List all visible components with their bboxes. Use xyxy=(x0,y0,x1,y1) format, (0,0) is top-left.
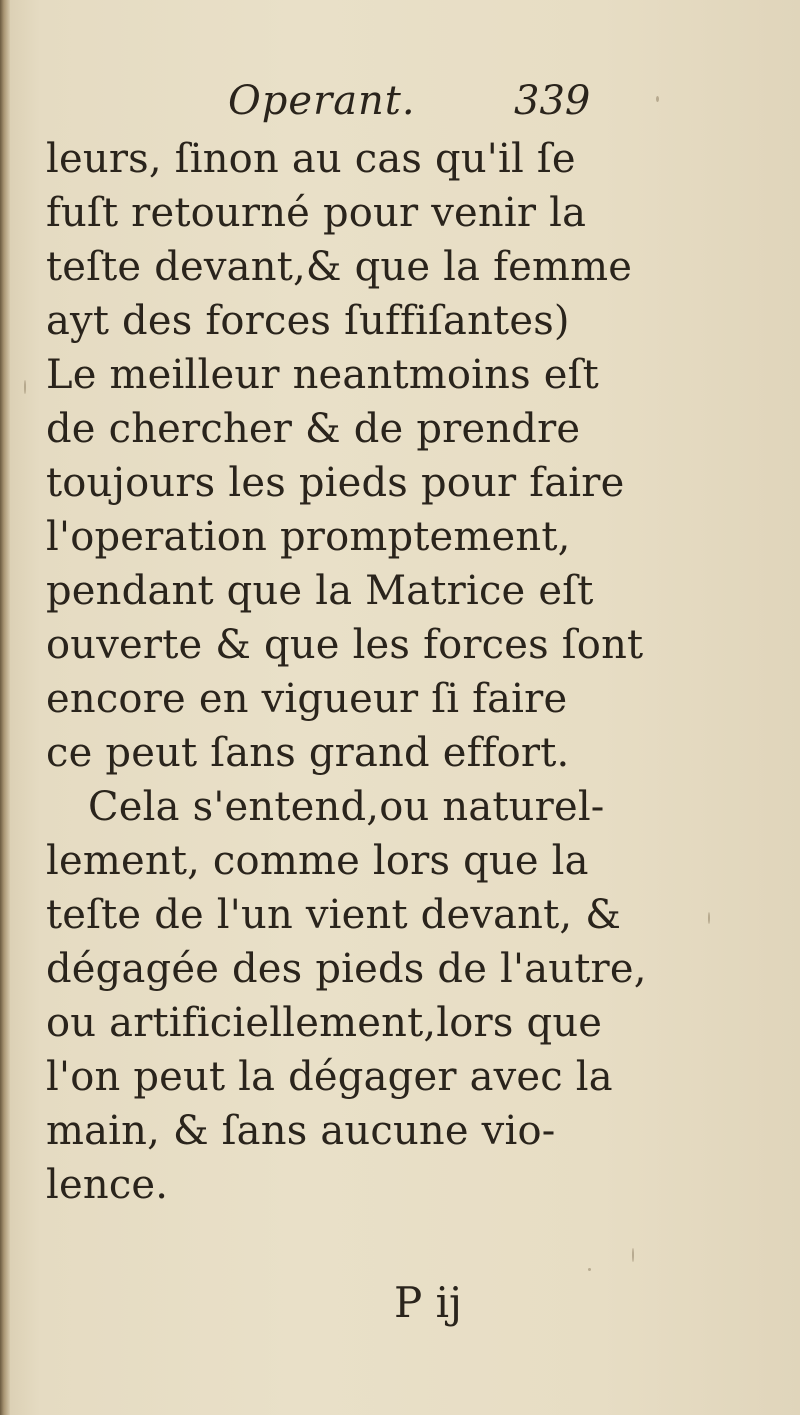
text-line: leurs, ſinon au cas qu'il ſe xyxy=(46,136,576,182)
text-line: toujours les pieds pour faire xyxy=(46,460,625,506)
text-line: ayt des forces ſuffiſantes) xyxy=(46,298,570,344)
text-line: pendant que la Matrice eſt xyxy=(46,568,594,614)
text-line: de chercher & de prendre xyxy=(46,406,581,452)
paper-speck xyxy=(588,1268,591,1271)
body-text xyxy=(46,132,647,1212)
running-title: Operant. xyxy=(228,78,416,124)
text-line: l'operation promptement, xyxy=(46,514,571,560)
text-line: teſte de l'un vient devant, & xyxy=(46,892,622,938)
paper-speck xyxy=(708,912,710,924)
paper-speck xyxy=(632,1248,634,1262)
text-line: Cela s'entend,ou naturel- xyxy=(88,784,605,830)
text-line: ouverte & que les forces ſont xyxy=(46,622,644,668)
text-line: Le meilleur neantmoins eſt xyxy=(46,352,599,398)
text-line: l'on peut la dégager avec la xyxy=(46,1054,613,1100)
paper-speck xyxy=(24,380,26,394)
signature-mark: P ij xyxy=(394,1278,463,1327)
page-number: 339 xyxy=(514,78,591,124)
text-line: dégagée des pieds de l'autre, xyxy=(46,946,647,992)
paper-speck xyxy=(656,96,659,102)
text-line: ou artificiellement,lors que xyxy=(46,1000,603,1046)
text-line: main, & ſans aucune vio- xyxy=(46,1108,556,1154)
text-line: teſte devant,& que la femme xyxy=(46,244,633,290)
text-line: ce peut ſans grand effort. xyxy=(46,730,570,776)
text-line: lement, comme lors que la xyxy=(46,838,589,884)
binding-edge xyxy=(0,0,10,1415)
text-line: encore en vigueur ſi faire xyxy=(46,676,568,722)
text-line: fuſt retourné pour venir la xyxy=(46,190,587,236)
text-line: lence. xyxy=(46,1162,169,1208)
